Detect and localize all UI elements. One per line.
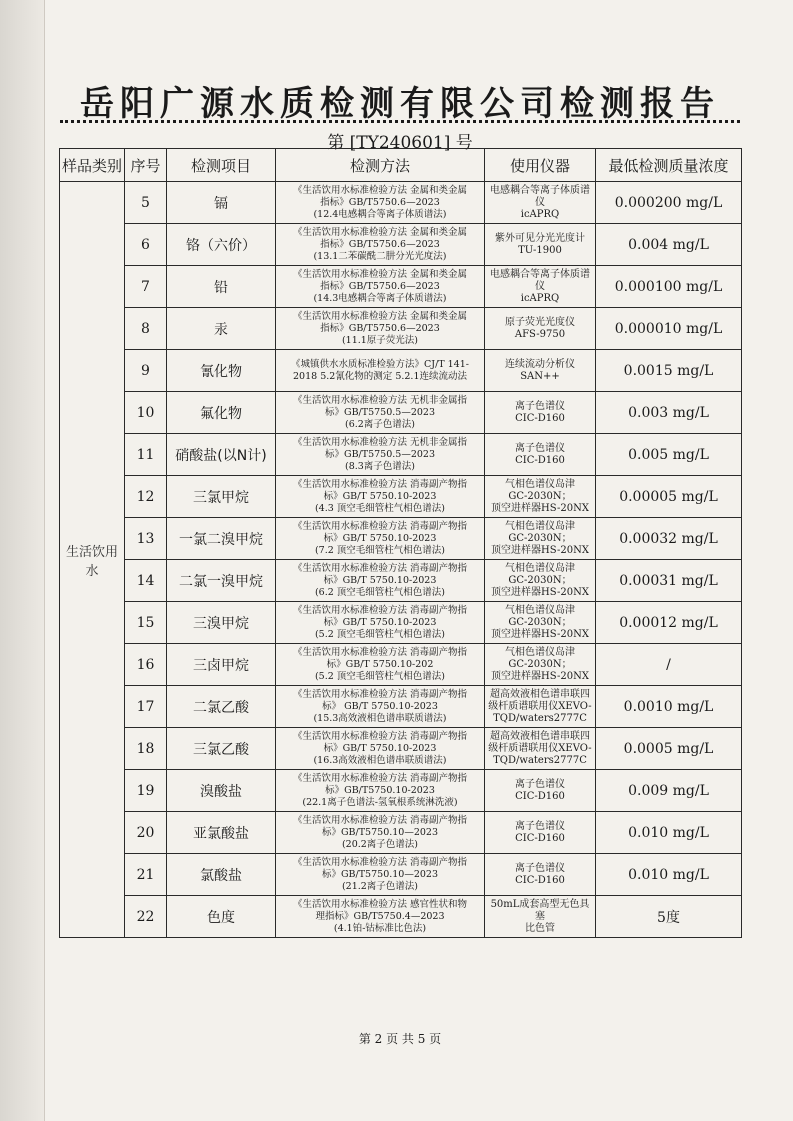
instrument-line: TQD/waters2777C: [493, 712, 587, 724]
seq-cell: 11: [125, 434, 167, 476]
instrument-cell: [485, 770, 596, 812]
table-row: [60, 224, 742, 266]
instrument-line: 电感耦合等离子体质谱: [490, 184, 590, 196]
seq-cell: 14: [125, 560, 167, 602]
method-cell: [276, 644, 485, 686]
method-line: (15.3高效液相色谱串联质谱法): [313, 712, 447, 724]
instrument-cell: [485, 728, 596, 770]
method-line: 《生活饮用水标准检验方法 无机非金属指: [292, 394, 468, 406]
instrument-cell: [485, 476, 596, 518]
method-line: 标》GB/T5750.5—2023: [324, 406, 436, 418]
method-line: (11.1原子荧光法): [341, 334, 419, 346]
item-cell: 三氯乙酸: [167, 728, 276, 770]
report-number: 第 [TY240601] 号: [327, 133, 473, 153]
instrument-line: 电感耦合等离子体质谱: [490, 268, 590, 280]
method-line: (6.2离子色谱法): [344, 418, 416, 430]
instrument-line: AFS-9750: [514, 328, 566, 340]
method-line: 标》GB/T 5750.10-202: [326, 658, 434, 670]
item-cell: 汞: [167, 308, 276, 350]
seq-cell: 16: [125, 644, 167, 686]
instrument-line: GC-2030N；: [508, 490, 572, 502]
instrument-line: 离子色谱仪: [515, 400, 565, 412]
instrument-line: 顶空进样器HS-20NX: [491, 502, 589, 514]
method-line: 指标》GB/T5750.6—2023: [320, 280, 440, 292]
instrument-line: 气相色谱仪岛津: [505, 520, 575, 532]
item-cell: 氯酸盐: [167, 854, 276, 896]
limit-cell: 0.0010 mg/L: [596, 686, 742, 728]
seq-cell: 20: [125, 812, 167, 854]
instrument-line: CIC-D160: [515, 832, 565, 844]
method-line: 《生活饮用水标准检验方法 消毒副产物指: [292, 478, 468, 490]
instrument-cell: [485, 896, 596, 938]
table-row: [60, 728, 742, 770]
item-cell: 溴酸盐: [167, 770, 276, 812]
limit-cell: /: [596, 644, 742, 686]
method-line: 《城镇供水水质标准检验方法》CJ/T 141-: [291, 358, 469, 370]
instrument-line: 紫外可见分光光度计: [495, 232, 585, 244]
seq-cell: 15: [125, 602, 167, 644]
item-cell: 硝酸盐(以N计): [167, 434, 276, 476]
instrument-cell: [485, 350, 596, 392]
method-cell: [276, 854, 485, 896]
method-line: (20.2离子色谱法): [341, 838, 419, 850]
instrument-line: 气相色谱仪岛津: [505, 478, 575, 490]
method-line: (8.3离子色谱法): [344, 460, 416, 472]
table-row: [60, 602, 742, 644]
table-row: [60, 308, 742, 350]
method-line: 《生活饮用水标准检验方法 消毒副产物指: [292, 688, 468, 700]
method-line: (13.1二苯碳酰二肼分光光度法): [313, 250, 447, 262]
seq-cell: 6: [125, 224, 167, 266]
item-cell: 氰化物: [167, 350, 276, 392]
header-seq: 序号: [125, 149, 167, 182]
limit-cell: 5度: [596, 896, 742, 938]
method-cell: [276, 350, 485, 392]
method-cell: [276, 224, 485, 266]
instrument-line: 50mL成套高型无色具塞: [490, 898, 590, 922]
table-row: [60, 434, 742, 476]
method-line: (7.2 顶空毛细管柱气相色谱法): [314, 544, 446, 556]
instrument-line: 顶空进样器HS-20NX: [491, 628, 589, 640]
instrument-line: GC-2030N；: [508, 574, 572, 586]
seq-cell: 7: [125, 266, 167, 308]
instrument-line: 气相色谱仪岛津: [505, 562, 575, 574]
table-row: [60, 182, 742, 224]
method-line: 《生活饮用水标准检验方法 金属和类金属: [292, 310, 468, 322]
method-line: 标》GB/T5750.10—2023: [321, 868, 439, 880]
instrument-line: GC-2030N；: [508, 532, 572, 544]
method-cell: [276, 728, 485, 770]
method-line: 标》GB/T 5750.10-2023: [323, 532, 437, 544]
table-row: [60, 812, 742, 854]
method-line: 标》GB/T5750.10—2023: [321, 826, 439, 838]
instrument-line: CIC-D160: [515, 874, 565, 886]
method-line: 指标》GB/T5750.6—2023: [320, 322, 440, 334]
instrument-line: 离子色谱仪: [515, 442, 565, 454]
limit-cell: 0.0005 mg/L: [596, 728, 742, 770]
instrument-line: 离子色谱仪: [515, 862, 565, 874]
method-cell: [276, 182, 485, 224]
instrument-cell: [485, 518, 596, 560]
method-line: 《生活饮用水标准检验方法 消毒副产物指: [292, 814, 468, 826]
instrument-line: 原子荧光光度仪: [505, 316, 575, 328]
method-line: 标》GB/T5750.5—2023: [324, 448, 436, 460]
table-row: [60, 644, 742, 686]
method-cell: [276, 518, 485, 560]
limit-cell: 0.00012 mg/L: [596, 602, 742, 644]
instrument-line: GC-2030N；: [508, 616, 572, 628]
item-cell: 色度: [167, 896, 276, 938]
item-cell: 铬（六价）: [167, 224, 276, 266]
instrument-line: 连续流动分析仪: [505, 358, 575, 370]
table-row: [60, 770, 742, 812]
item-cell: 三氯甲烷: [167, 476, 276, 518]
instrument-line: 比色管: [525, 922, 555, 934]
table-row: [60, 854, 742, 896]
method-line: 《生活饮用水标准检验方法 消毒副产物指: [292, 520, 468, 532]
instrument-line: 离子色谱仪: [515, 778, 565, 790]
instrument-line: 超高效液相色谱串联四: [490, 688, 590, 700]
method-line: 标》GB/T 5750.10-2023: [323, 574, 437, 586]
method-line: 2018 5.2氰化物的测定 5.2.1连续流动法: [293, 370, 467, 382]
limit-cell: 0.009 mg/L: [596, 770, 742, 812]
item-cell: 二氯一溴甲烷: [167, 560, 276, 602]
method-cell: [276, 434, 485, 476]
limit-cell: 0.010 mg/L: [596, 812, 742, 854]
method-line: 标》GB/T 5750.10-2023: [323, 616, 437, 628]
method-line: 《生活饮用水标准检验方法 消毒副产物指: [292, 562, 468, 574]
instrument-cell: [485, 854, 596, 896]
instrument-cell: [485, 812, 596, 854]
table-row: [60, 392, 742, 434]
instrument-line: TU-1900: [518, 244, 562, 256]
instrument-cell: [485, 392, 596, 434]
instrument-line: CIC-D160: [515, 454, 565, 466]
item-cell: 一氯二溴甲烷: [167, 518, 276, 560]
seq-cell: 21: [125, 854, 167, 896]
instrument-cell: [485, 308, 596, 350]
method-cell: [276, 896, 485, 938]
seq-cell: 9: [125, 350, 167, 392]
limit-cell: 0.003 mg/L: [596, 392, 742, 434]
instrument-line: 级杆质谱联用仪XEVO-: [488, 742, 592, 754]
table-row: [60, 350, 742, 392]
table-body: [60, 182, 742, 938]
item-cell: 亚氯酸盐: [167, 812, 276, 854]
table-row: [60, 266, 742, 308]
item-cell: 铅: [167, 266, 276, 308]
instrument-cell: [485, 266, 596, 308]
header-method: 检测方法: [276, 149, 485, 182]
instrument-cell: [485, 602, 596, 644]
table-row: [60, 518, 742, 560]
method-line: (5.2 顶空毛细管柱气相色谱法): [314, 670, 446, 682]
instrument-line: CIC-D160: [515, 790, 565, 802]
instrument-line: 气相色谱仪岛津: [505, 646, 575, 658]
item-cell: 三溴甲烷: [167, 602, 276, 644]
item-cell: 三卤甲烷: [167, 644, 276, 686]
title-divider: [60, 120, 740, 123]
method-line: 指标》GB/T5750.6—2023: [320, 196, 440, 208]
method-line: 《生活饮用水标准检验方法 无机非金属指: [292, 436, 468, 448]
instrument-line: CIC-D160: [515, 412, 565, 424]
page-footer: 第 2 页 共 5 页: [358, 1032, 442, 1046]
instrument-cell: [485, 182, 596, 224]
header-row: [60, 149, 742, 182]
method-cell: [276, 308, 485, 350]
instrument-line: 仪: [535, 196, 545, 208]
method-line: 标》 GB/T 5750.10-2023: [322, 700, 438, 712]
limit-cell: 0.010 mg/L: [596, 854, 742, 896]
item-cell: 镉: [167, 182, 276, 224]
method-line: 《生活饮用水标准检验方法 金属和类金属: [292, 268, 468, 280]
sample-type-cell: 生活饮用水: [60, 182, 125, 938]
limit-cell: 0.00032 mg/L: [596, 518, 742, 560]
report-title: 岳阳广源水质检测有限公司检测报告: [80, 84, 720, 124]
method-line: 理指标》GB/T5750.4—2023: [315, 910, 445, 922]
method-line: 《生活饮用水标准检验方法 消毒副产物指: [292, 730, 468, 742]
method-line: (4.3 顶空毛细管柱气相色谱法): [314, 502, 446, 514]
instrument-line: 顶空进样器HS-20NX: [491, 544, 589, 556]
instrument-line: 顶空进样器HS-20NX: [491, 586, 589, 598]
instrument-line: 超高效液相色谱串联四: [490, 730, 590, 742]
table-row: [60, 560, 742, 602]
method-line: 《生活饮用水标准检验方法 金属和类金属: [292, 184, 468, 196]
instrument-cell: [485, 560, 596, 602]
seq-cell: 22: [125, 896, 167, 938]
method-cell: [276, 686, 485, 728]
method-cell: [276, 476, 485, 518]
method-line: (16.3高效液相色谱串联质谱法): [313, 754, 447, 766]
instrument-line: 级杆质谱联用仪XEVO-: [488, 700, 592, 712]
method-line: (5.2 顶空毛细管柱气相色谱法): [314, 628, 446, 640]
seq-cell: 5: [125, 182, 167, 224]
method-line: (12.4电感耦合等离子体质谱法): [313, 208, 447, 220]
limit-cell: 0.0015 mg/L: [596, 350, 742, 392]
header-instrument: 使用仪器: [485, 149, 596, 182]
method-line: (14.3电感耦合等离子体质谱法): [313, 292, 447, 304]
results-table: [59, 148, 742, 938]
table-row: [60, 896, 742, 938]
table-row: [60, 686, 742, 728]
seq-cell: 12: [125, 476, 167, 518]
instrument-line: GC-2030N；: [508, 658, 572, 670]
method-line: (22.1离子色谱法-氢氧根系统淋洗液): [302, 796, 458, 808]
instrument-line: icAPRQ: [520, 292, 560, 304]
instrument-line: 离子色谱仪: [515, 820, 565, 832]
method-line: 《生活饮用水标准检验方法 感官性状和物: [292, 898, 468, 910]
seq-cell: 13: [125, 518, 167, 560]
method-line: 标》GB/T5750.10-2023: [325, 784, 435, 796]
method-line: (4.1铂-钴标准比色法): [333, 922, 427, 934]
method-line: 《生活饮用水标准检验方法 消毒副产物指: [292, 772, 468, 784]
method-cell: [276, 266, 485, 308]
instrument-cell: [485, 644, 596, 686]
method-line: 指标》GB/T5750.6—2023: [320, 238, 440, 250]
method-line: 标》GB/T 5750.10-2023: [323, 742, 437, 754]
seq-cell: 18: [125, 728, 167, 770]
method-line: 《生活饮用水标准检验方法 金属和类金属: [292, 226, 468, 238]
instrument-line: 顶空进样器HS-20NX: [491, 670, 589, 682]
limit-cell: 0.000200 mg/L: [596, 182, 742, 224]
method-line: 标》GB/T 5750.10-2023: [323, 490, 437, 502]
instrument-cell: [485, 224, 596, 266]
seq-cell: 8: [125, 308, 167, 350]
method-cell: [276, 560, 485, 602]
instrument-line: SAN++: [520, 370, 560, 382]
item-cell: 二氯乙酸: [167, 686, 276, 728]
instrument-line: icAPRQ: [520, 208, 560, 220]
method-cell: [276, 602, 485, 644]
limit-cell: 0.00031 mg/L: [596, 560, 742, 602]
limit-cell: 0.000010 mg/L: [596, 308, 742, 350]
method-line: 《生活饮用水标准检验方法 消毒副产物指: [292, 646, 468, 658]
method-line: (21.2离子色谱法): [341, 880, 419, 892]
limit-cell: 0.000100 mg/L: [596, 266, 742, 308]
header-sample-type: 样品类别: [60, 149, 125, 182]
method-line: (6.2 顶空毛细管柱气相色谱法): [314, 586, 446, 598]
method-line: 《生活饮用水标准检验方法 消毒副产物指: [292, 604, 468, 616]
instrument-line: 仪: [535, 280, 545, 292]
limit-cell: 0.005 mg/L: [596, 434, 742, 476]
limit-cell: 0.004 mg/L: [596, 224, 742, 266]
item-cell: 氟化物: [167, 392, 276, 434]
header-limit: 最低检测质量浓度: [596, 149, 742, 182]
method-cell: [276, 812, 485, 854]
table-row: [60, 476, 742, 518]
instrument-line: TQD/waters2777C: [493, 754, 587, 766]
instrument-cell: [485, 434, 596, 476]
header-item: 检测项目: [167, 149, 276, 182]
seq-cell: 19: [125, 770, 167, 812]
seq-cell: 17: [125, 686, 167, 728]
limit-cell: 0.00005 mg/L: [596, 476, 742, 518]
method-cell: [276, 392, 485, 434]
page-binding-edge: [0, 0, 45, 1121]
seq-cell: 10: [125, 392, 167, 434]
instrument-cell: [485, 686, 596, 728]
method-cell: [276, 770, 485, 812]
method-line: 《生活饮用水标准检验方法 消毒副产物指: [292, 856, 468, 868]
instrument-line: 气相色谱仪岛津: [505, 604, 575, 616]
